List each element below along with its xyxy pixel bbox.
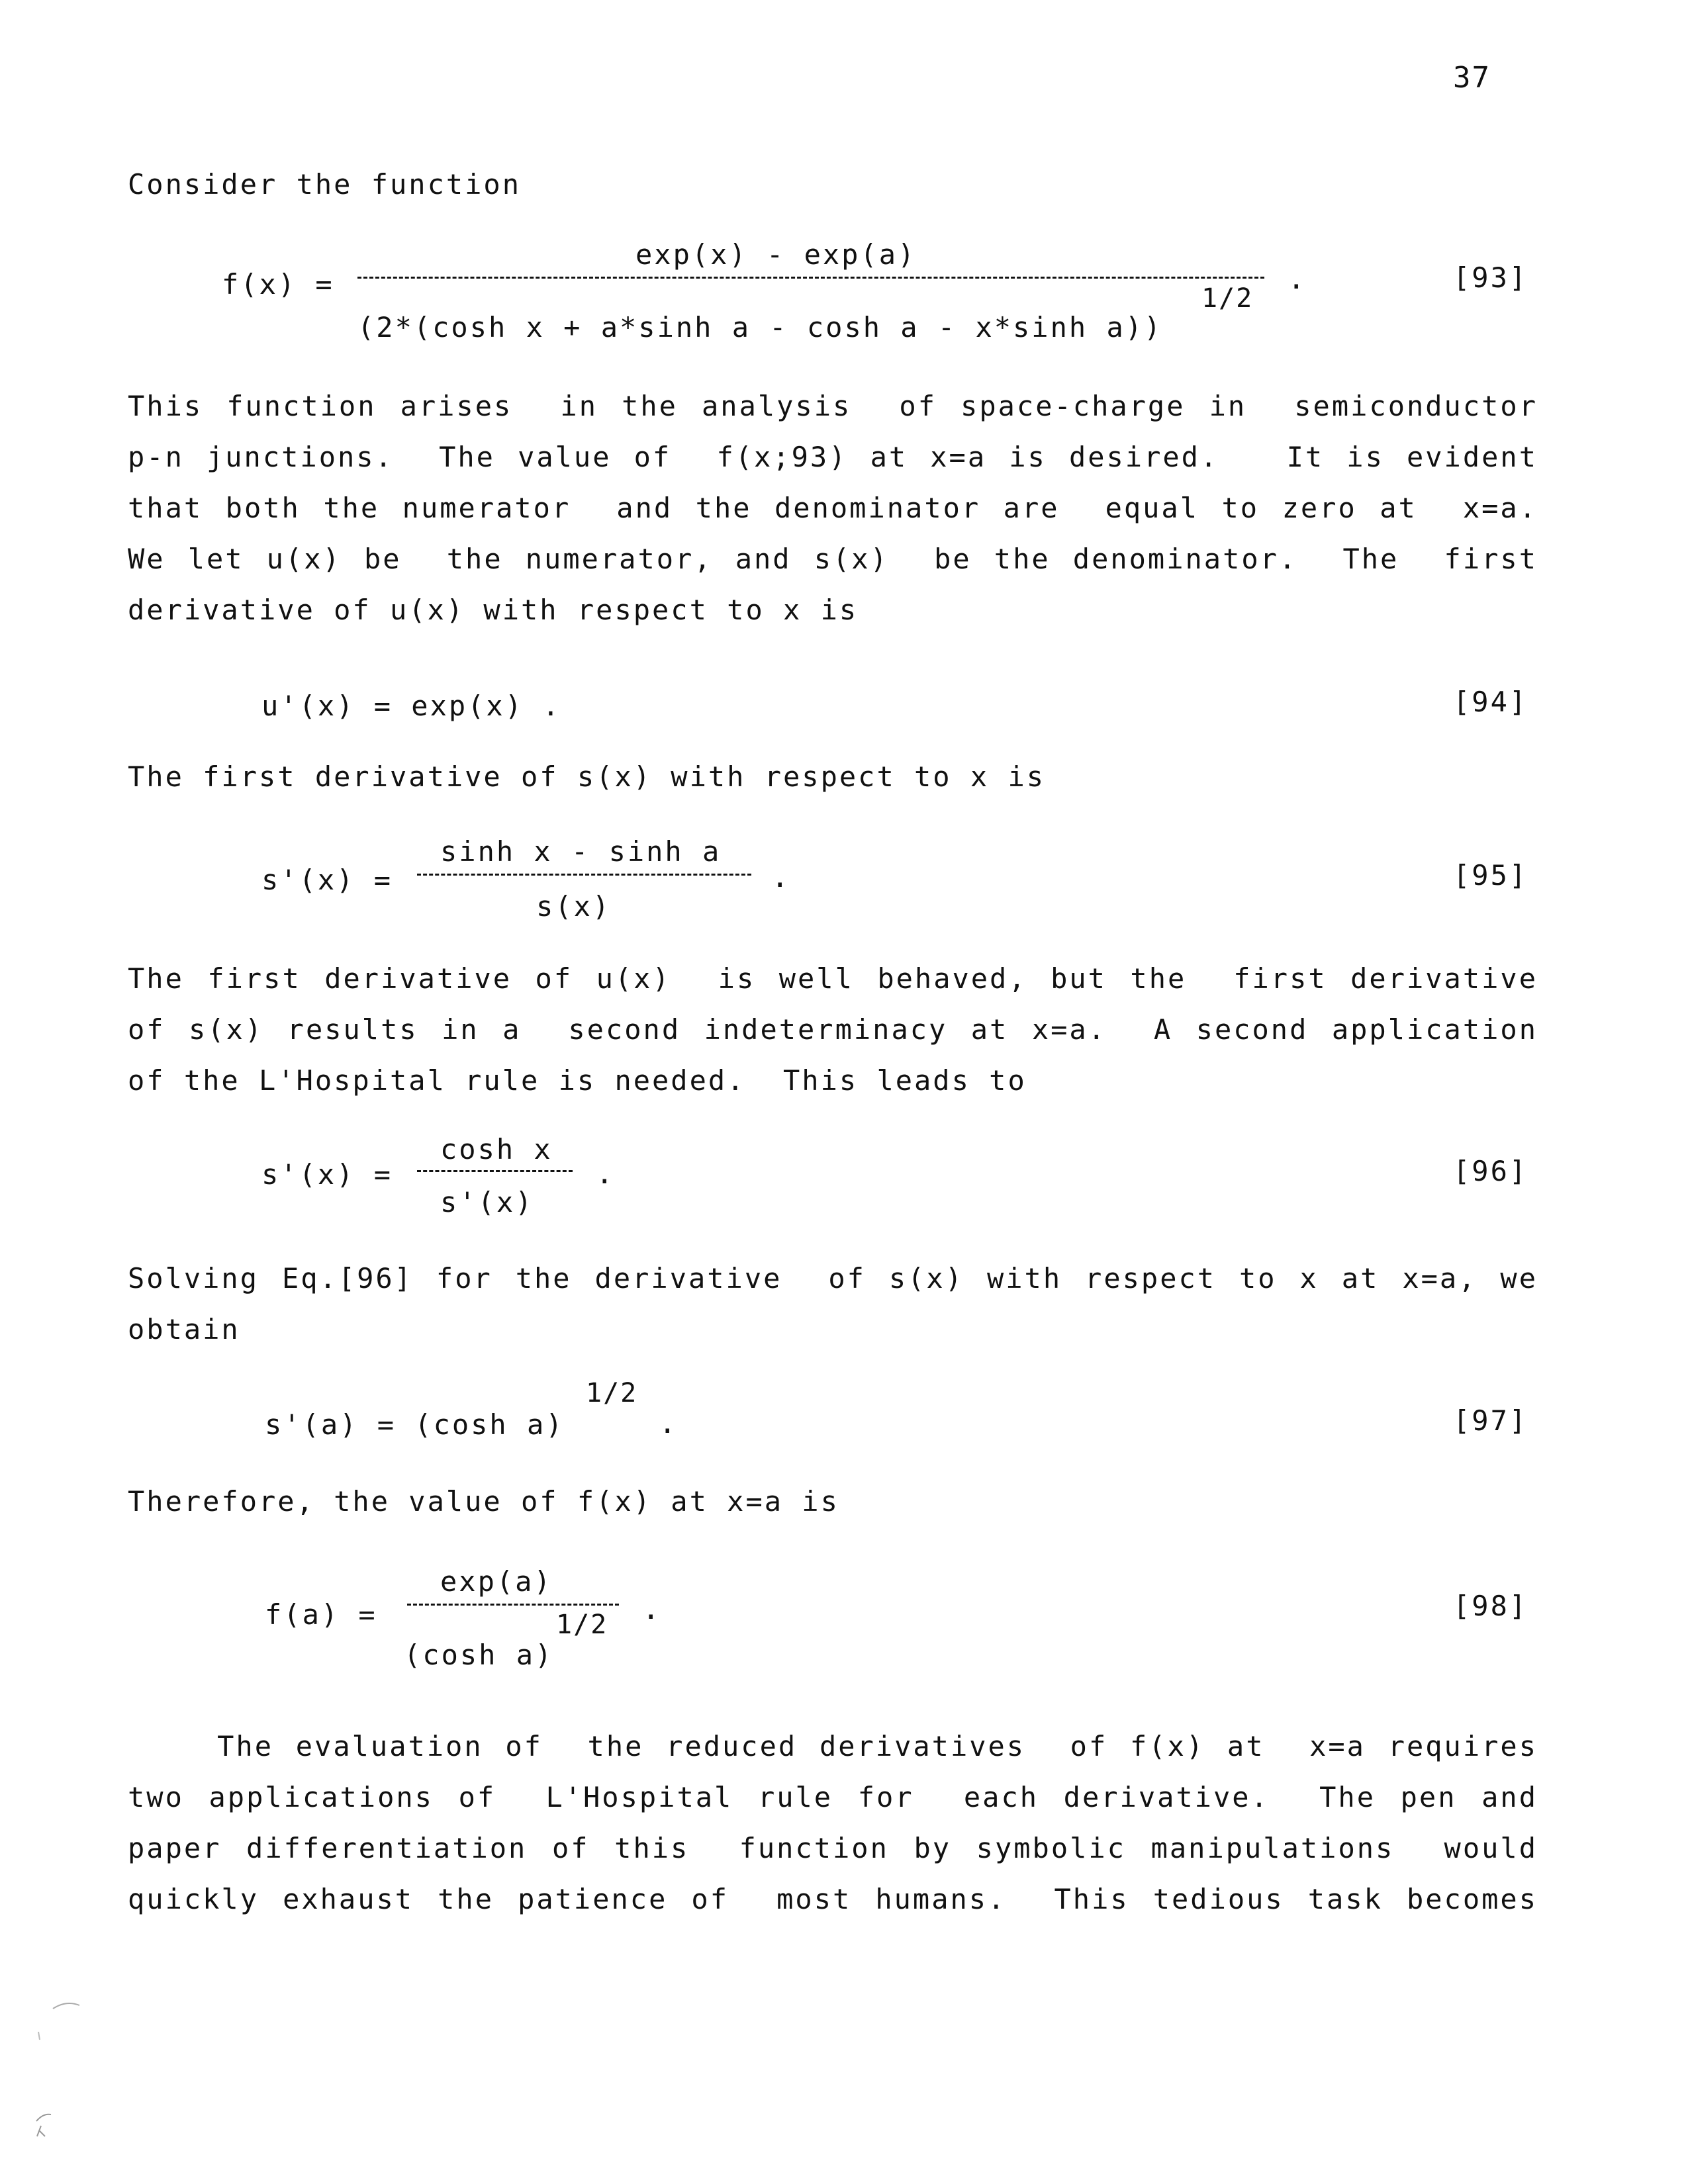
eq94-number: [94] <box>1453 686 1528 718</box>
paragraph-5 <box>128 1476 1538 1527</box>
eq96-period: . <box>596 1157 614 1191</box>
text-line: We let u(x) be the numerator, and s(x) be the denominator. The first <box>128 543 1538 575</box>
paragraph-2 <box>128 751 1538 802</box>
text-line: that both the numerator and the denominator are equal to zero at x=a. <box>128 492 1538 524</box>
eq98-lhs: f(a) = <box>265 1598 377 1631</box>
eq96-lhs: s'(x) = <box>261 1158 393 1191</box>
eq93-denominator: (2*(cosh x + a*sinh a - cosh a - x*sinh a)) <box>357 311 1163 343</box>
text-line: obtain <box>128 1313 240 1345</box>
text-line: This function arises in the analysis of space-charge in semiconductor <box>128 390 1538 422</box>
text-line: quickly exhaust the patience of most humans. This tedious task becomes <box>128 1883 1538 1915</box>
eq97-exponent: 1/2 <box>586 1378 638 1408</box>
eq97-expression: s'(a) = (cosh a) <box>265 1408 565 1441</box>
eq98-period: . <box>642 1592 660 1626</box>
eq93-lhs: f(x) = <box>222 268 334 300</box>
eq93-numerator: exp(x) - exp(a) <box>635 238 917 271</box>
eq95-denominator: s(x) <box>536 890 612 923</box>
text-line: The first derivative of s(x) with respect to x is <box>128 760 1046 793</box>
paragraph-6 <box>128 1721 1538 1925</box>
eq93-exponent: 1/2 <box>1201 283 1254 314</box>
text-line: derivative of u(x) with respect to x is <box>128 594 859 626</box>
eq96-numerator: cosh x <box>440 1133 553 1165</box>
text-line: of the L'Hospital rule is needed. This leads to <box>128 1064 1027 1097</box>
paragraph-3 <box>128 953 1538 1106</box>
eq93-fraction-bar <box>357 277 1264 279</box>
paragraph-1 <box>128 381 1538 635</box>
text-line: The evaluation of the reduced derivatives of f(x) at x=a requires <box>128 1730 1538 1762</box>
intro-paragraph <box>128 159 1538 210</box>
paragraph-4 <box>128 1253 1538 1355</box>
text-line: two applications of L'Hospital rule for each derivative. The pen and <box>128 1781 1538 1813</box>
text-line: Therefore, the value of f(x) at x=a is <box>128 1485 839 1518</box>
text-line: Consider the function <box>128 168 522 201</box>
eq96-fraction-bar <box>417 1170 573 1172</box>
eq96-number: [96] <box>1453 1155 1528 1187</box>
eq98-number: [98] <box>1453 1590 1528 1622</box>
text-line: The first derivative of u(x) is well behaved, but the first derivative <box>128 962 1538 995</box>
eq96-denominator: s'(x) <box>440 1186 534 1218</box>
text-line: p-n junctions. The value of f(x;93) at x=a is desired. It is evident <box>128 441 1538 473</box>
page-number: 37 <box>1453 61 1491 95</box>
eq98-denominator: (cosh a) <box>404 1639 554 1671</box>
eq95-fraction-bar <box>417 874 751 876</box>
eq98-numerator: exp(a) <box>440 1565 553 1598</box>
eq95-lhs: s'(x) = <box>261 864 393 896</box>
eq97-period: . <box>659 1406 677 1440</box>
eq95-period: . <box>771 860 789 894</box>
eq95-numerator: sinh x - sinh a <box>440 835 722 868</box>
eq95-number: [95] <box>1453 859 1528 891</box>
eq98-fraction-bar <box>407 1604 619 1606</box>
text-line: of s(x) results in a second indeterminacy at x=a. A second application <box>128 1013 1538 1046</box>
eq94-expression: u'(x) = exp(x) . <box>261 690 561 722</box>
text-line: Solving Eq.[96] for the derivative of s(x) with respect to x at x=a, we <box>128 1262 1538 1295</box>
eq93-period: . <box>1288 262 1305 296</box>
eq97-number: [97] <box>1453 1404 1528 1437</box>
scan-artifact-marks <box>13 1952 93 2164</box>
text-line: paper differentiation of this function by symbolic manipulations would <box>128 1832 1538 1864</box>
eq93-number: [93] <box>1453 261 1528 294</box>
eq98-exponent: 1/2 <box>556 1610 608 1640</box>
